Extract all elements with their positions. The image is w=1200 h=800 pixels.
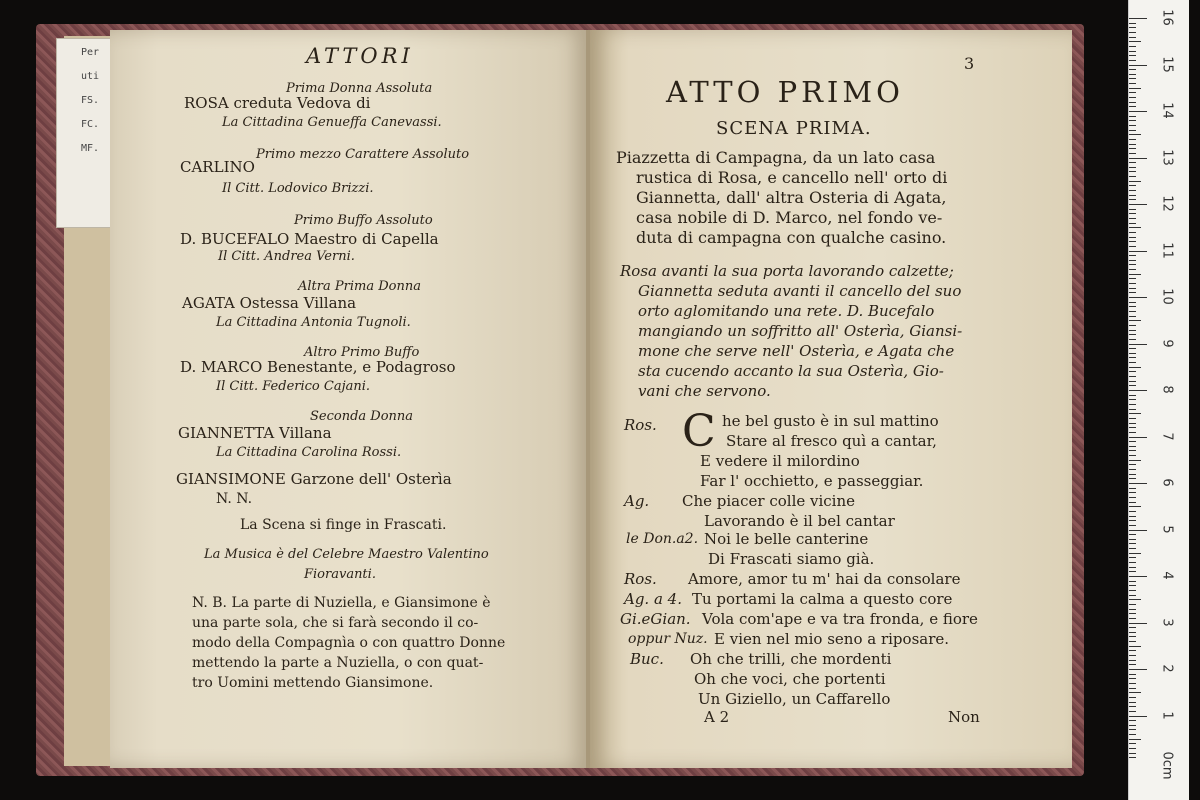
ruler-tick xyxy=(1129,437,1147,438)
music-credit-line: Fioravanti. xyxy=(304,567,376,582)
ruler-label: 3 xyxy=(1159,617,1175,627)
ruler-tick xyxy=(1129,176,1136,177)
ruler-tick xyxy=(1129,478,1136,479)
ruler-tick xyxy=(1129,83,1136,84)
ruler-tick xyxy=(1129,139,1136,140)
dialogue-line: he bel gusto è in sul mattino xyxy=(722,412,939,430)
actor-name: Il Citt. Lodovico Brizzi. xyxy=(222,181,374,196)
ruler-tick xyxy=(1129,399,1136,400)
ruler-tick xyxy=(1129,511,1136,512)
dialogue-line: Oh che voci, che portenti xyxy=(694,670,886,688)
ruler-tick xyxy=(1129,199,1136,200)
ruler-tick xyxy=(1129,423,1136,424)
speaker: le Don.a2. xyxy=(626,531,699,547)
scene-location: La Scena si finge in Frascati. xyxy=(240,517,447,533)
dialogue-line: Lavorando è il bel cantar xyxy=(704,512,895,530)
ruler-tick xyxy=(1129,316,1136,317)
scene-title: SCENA PRIMA. xyxy=(716,118,872,139)
ruler-tick xyxy=(1129,539,1136,540)
ruler-tick xyxy=(1129,725,1136,726)
ruler-tick xyxy=(1129,260,1136,261)
note-line: tro Uomini mettendo Giansimone. xyxy=(192,675,434,691)
ruler-tick xyxy=(1129,32,1136,33)
label-line: MF. xyxy=(81,143,100,154)
ruler-tick xyxy=(1129,553,1141,554)
ruler-label: 5 xyxy=(1159,524,1175,534)
ruler-tick xyxy=(1129,181,1141,182)
setting-line: Giannetta, dall' altra Osteria di Agata, xyxy=(636,188,947,207)
dialogue-line: Far l' occhietto, e passeggiar. xyxy=(700,472,924,490)
ruler-label: 14 xyxy=(1159,102,1175,119)
label-line: FC. xyxy=(81,119,100,130)
ruler-tick xyxy=(1129,604,1136,605)
character-name: D. MARCO Benestante, e Podagroso xyxy=(180,358,456,376)
actor-name: La Cittadina Antonia Tugnoli. xyxy=(216,315,411,330)
ruler-tick xyxy=(1129,251,1147,252)
stage-direction-line: mangiando un soffritto all' Osterìa, Giansi- xyxy=(638,322,963,340)
role-label: Altro Primo Buffo xyxy=(304,345,420,360)
ruler-tick xyxy=(1129,464,1136,465)
ruler-tick xyxy=(1129,525,1136,526)
ruler-tick xyxy=(1129,530,1147,531)
ruler-tick xyxy=(1129,362,1136,363)
ruler-tick xyxy=(1129,595,1136,596)
drop-cap: C xyxy=(682,406,716,457)
ruler-tick xyxy=(1129,78,1136,79)
ruler-tick xyxy=(1129,102,1136,103)
ruler-tick xyxy=(1129,492,1136,493)
character-name: GIANNETTA Villana xyxy=(178,424,332,442)
ruler-tick xyxy=(1129,650,1136,651)
speaker: Ros. xyxy=(624,416,657,434)
ruler-tick xyxy=(1129,432,1136,433)
ruler-tick xyxy=(1129,88,1141,89)
ruler-tick xyxy=(1129,623,1147,624)
ruler-tick xyxy=(1129,716,1147,717)
ruler-tick xyxy=(1129,357,1136,358)
ruler-tick xyxy=(1129,288,1136,289)
ruler-tick xyxy=(1129,729,1136,730)
stage-direction-line: mone che serve nell' Osterìa, e Agata che xyxy=(638,342,955,360)
ruler-tick xyxy=(1129,641,1136,642)
ruler-tick xyxy=(1129,497,1136,498)
ruler-tick xyxy=(1129,460,1141,461)
ruler-tick xyxy=(1129,120,1136,121)
ruler-tick xyxy=(1129,223,1136,224)
ruler-tick xyxy=(1129,669,1147,670)
speaker: Ag. xyxy=(624,492,650,510)
ruler-tick xyxy=(1129,353,1136,354)
ruler-tick xyxy=(1129,37,1136,38)
ruler-tick xyxy=(1129,18,1147,19)
ruler-tick xyxy=(1129,55,1136,56)
ruler-tick xyxy=(1129,609,1136,610)
ruler-tick xyxy=(1129,302,1136,303)
ruler-label: 2 xyxy=(1159,664,1175,673)
ruler-tick xyxy=(1129,241,1136,242)
ruler-label: 0cm xyxy=(1159,751,1175,780)
ruler-tick xyxy=(1129,655,1136,656)
role-label: Primo mezzo Carattere Assoluto xyxy=(256,147,470,162)
ruler-tick xyxy=(1129,743,1136,744)
ruler-tick xyxy=(1129,204,1147,205)
ruler-tick xyxy=(1129,283,1136,284)
measurement-ruler xyxy=(1128,0,1189,800)
ruler-tick xyxy=(1129,409,1136,410)
ruler-tick xyxy=(1129,69,1136,70)
role-label: Seconda Donna xyxy=(310,409,414,424)
ruler-tick xyxy=(1129,548,1136,549)
dialogue-line: Stare al fresco quì a cantar, xyxy=(726,432,937,450)
ruler-label: 15 xyxy=(1159,55,1175,73)
ruler-tick xyxy=(1129,702,1136,703)
ruler-tick xyxy=(1129,237,1136,238)
ruler-tick xyxy=(1129,195,1136,196)
ruler-tick xyxy=(1129,427,1136,428)
ruler-tick xyxy=(1129,371,1136,372)
ruler-tick xyxy=(1129,390,1147,391)
ruler-tick xyxy=(1129,246,1136,247)
ruler-tick xyxy=(1129,269,1136,270)
ruler-tick xyxy=(1129,153,1136,154)
character-name: AGATA Ostessa Villana xyxy=(182,294,357,312)
ruler-tick xyxy=(1129,581,1136,582)
ruler-label: 12 xyxy=(1159,195,1175,212)
ruler-tick xyxy=(1129,613,1136,614)
actor-name: N. N. xyxy=(216,491,253,507)
speaker: oppur Nuz. xyxy=(628,631,708,647)
ruler-tick xyxy=(1129,585,1136,586)
catchword: Non xyxy=(948,708,980,726)
ruler-tick xyxy=(1129,720,1136,721)
music-credit-line: La Musica è del Celebre Maestro Valentino xyxy=(204,547,489,562)
ruler-tick xyxy=(1129,520,1136,521)
left-page xyxy=(110,30,588,768)
ruler-tick xyxy=(1129,130,1136,131)
ruler-tick xyxy=(1129,227,1141,228)
ruler-tick xyxy=(1129,344,1147,345)
setting-line: duta di campagna con qualche casino. xyxy=(636,228,947,247)
ruler-tick xyxy=(1129,97,1136,98)
ruler-tick xyxy=(1129,60,1136,61)
ruler-tick xyxy=(1129,683,1136,684)
ruler-label: 11 xyxy=(1159,241,1175,259)
ruler-tick xyxy=(1129,171,1136,172)
label-line: Per xyxy=(81,47,100,58)
library-label-slip xyxy=(56,38,116,228)
ruler-tick xyxy=(1129,116,1136,117)
ruler-tick xyxy=(1129,320,1141,321)
ruler-tick xyxy=(1129,632,1136,633)
ruler-label: 16 xyxy=(1159,9,1175,26)
ruler-tick xyxy=(1129,534,1136,535)
ruler-tick xyxy=(1129,660,1136,661)
role-label: Altra Prima Donna xyxy=(298,279,421,294)
ruler-tick xyxy=(1129,590,1136,591)
ruler-tick xyxy=(1129,339,1136,340)
ruler-tick xyxy=(1129,144,1136,145)
ruler-tick xyxy=(1129,125,1136,126)
ruler-label: 6 xyxy=(1159,478,1175,487)
ruler-tick xyxy=(1129,376,1136,377)
right-page xyxy=(590,30,1072,768)
ruler-tick xyxy=(1129,311,1136,312)
ruler-label: 1 xyxy=(1159,710,1175,720)
note-line: una parte sola, che si farà secondo il co- xyxy=(192,615,479,631)
ruler-tick xyxy=(1129,446,1136,447)
ruler-tick xyxy=(1129,111,1147,112)
ruler-tick xyxy=(1129,502,1136,503)
ruler-tick xyxy=(1129,636,1136,637)
ruler-tick xyxy=(1129,618,1136,619)
ruler-tick xyxy=(1129,567,1136,568)
ruler-tick xyxy=(1129,92,1136,93)
ruler-tick xyxy=(1129,441,1136,442)
ruler-tick xyxy=(1129,381,1136,382)
ruler-tick xyxy=(1129,134,1141,135)
ruler-tick xyxy=(1129,185,1136,186)
ruler-tick xyxy=(1129,65,1147,66)
ruler-tick xyxy=(1129,557,1136,558)
dialogue-line: Un Giziello, un Caffarello xyxy=(698,690,891,708)
ruler-tick xyxy=(1129,562,1136,563)
label-line: uti xyxy=(81,71,100,82)
ruler-tick xyxy=(1129,483,1147,484)
ruler-tick xyxy=(1129,209,1136,210)
act-title: ATTO PRIMO xyxy=(666,75,904,109)
character-name: D. BUCEFALO Maestro di Capella xyxy=(180,230,439,248)
ruler-tick xyxy=(1129,306,1136,307)
ruler-tick xyxy=(1129,664,1136,665)
ruler-tick xyxy=(1129,450,1136,451)
ruler-tick xyxy=(1129,27,1136,28)
ruler-tick xyxy=(1129,488,1136,489)
ruler-tick xyxy=(1129,232,1136,233)
note-line: modo della Compagnìa o con quattro Donne xyxy=(192,635,506,651)
ruler-tick xyxy=(1129,334,1136,335)
actor-name: La Cittadina Carolina Rossi. xyxy=(216,445,402,460)
ruler-tick xyxy=(1129,213,1136,214)
setting-line: rustica di Rosa, e cancello nell' orto di xyxy=(636,168,948,187)
actor-name: Il Citt. Federico Cajani. xyxy=(216,379,371,394)
speaker: Gi.eGian. xyxy=(620,610,691,628)
page-number: 3 xyxy=(964,54,975,73)
ruler-tick xyxy=(1129,264,1136,265)
stage-direction-line: sta cucendo accanto la sua Osterìa, Gio- xyxy=(638,362,944,380)
ruler-tick xyxy=(1129,23,1136,24)
ruler-tick xyxy=(1129,697,1136,698)
ruler-tick xyxy=(1129,158,1147,159)
ruler-tick xyxy=(1129,418,1136,419)
dialogue-line: E vien nel mio seno a riposare. xyxy=(714,630,950,648)
role-label: Primo Buffo Assoluto xyxy=(294,213,433,228)
character-name: GIANSIMONE Garzone dell' Osterìa xyxy=(176,470,452,488)
dialogue-line: Di Frascati siamo già. xyxy=(708,550,875,568)
ruler-tick xyxy=(1129,706,1136,707)
ruler-tick xyxy=(1129,748,1136,749)
speaker: Buc. xyxy=(630,650,664,668)
ruler-tick xyxy=(1129,576,1147,577)
ruler-tick xyxy=(1129,674,1136,675)
dialogue-line: Che piacer colle vicine xyxy=(682,492,856,510)
ruler-label: 8 xyxy=(1159,385,1175,394)
speaker: Ros. xyxy=(624,570,657,588)
ruler-tick xyxy=(1129,367,1141,368)
ruler-tick xyxy=(1129,348,1136,349)
label-line: FS. xyxy=(81,95,100,106)
actor-name: Il Citt. Andrea Verni. xyxy=(218,249,355,264)
character-name: CARLINO xyxy=(180,158,255,176)
ruler-tick xyxy=(1129,404,1136,405)
ruler-tick xyxy=(1129,292,1136,293)
setting-line: Piazzetta di Campagna, da un lato casa xyxy=(616,148,936,167)
ruler-label: 10 xyxy=(1159,288,1175,305)
ruler-tick xyxy=(1129,688,1136,689)
signature-mark: A 2 xyxy=(704,708,730,726)
ruler-tick xyxy=(1129,469,1136,470)
dialogue-line: Oh che trilli, che mordenti xyxy=(690,650,892,668)
ruler-tick xyxy=(1129,255,1136,256)
ruler-tick xyxy=(1129,218,1136,219)
actor-name: La Cittadina Genueffa Canevassi. xyxy=(222,115,442,130)
ruler-label: 7 xyxy=(1159,431,1175,441)
dialogue-line: Tu portami la calma a questo core xyxy=(692,590,953,608)
ruler-tick xyxy=(1129,516,1136,517)
ruler-tick xyxy=(1129,571,1136,572)
page-heading: ATTORI xyxy=(306,44,414,68)
ruler-tick xyxy=(1129,297,1147,298)
speaker: Ag. a 4. xyxy=(624,590,682,608)
dialogue-line: Noi le belle canterine xyxy=(704,530,869,548)
ruler-tick xyxy=(1129,385,1136,386)
ruler-tick xyxy=(1129,74,1136,75)
ruler-tick xyxy=(1129,757,1136,758)
ruler-tick xyxy=(1129,148,1136,149)
stage-direction-line: orto aglomitando una rete. D. Bucefalo xyxy=(638,302,935,320)
ruler-tick xyxy=(1129,543,1136,544)
stage-direction-line: Rosa avanti la sua porta lavorando calzette; xyxy=(620,262,954,280)
dialogue-line: Vola com'ape e va tra fronda, e fiore xyxy=(702,610,978,628)
ruler-label: 13 xyxy=(1159,148,1175,166)
ruler-tick xyxy=(1129,711,1136,712)
ruler-tick xyxy=(1129,692,1141,693)
ruler-tick xyxy=(1129,46,1136,47)
ruler-tick xyxy=(1129,734,1136,735)
ruler-tick xyxy=(1129,474,1136,475)
ruler-tick xyxy=(1129,41,1141,42)
ruler-tick xyxy=(1129,739,1141,740)
role-label: Prima Donna Assoluta xyxy=(286,81,433,96)
stage-direction-line: vani che servono. xyxy=(638,382,771,400)
dialogue-line: E vedere il milordino xyxy=(700,452,860,470)
ruler-tick xyxy=(1129,190,1136,191)
ruler-tick xyxy=(1129,646,1141,647)
ruler-tick xyxy=(1129,627,1136,628)
ruler-tick xyxy=(1129,395,1136,396)
setting-line: casa nobile di D. Marco, nel fondo ve- xyxy=(636,208,943,227)
ruler-tick xyxy=(1129,278,1136,279)
ruler-tick xyxy=(1129,506,1141,507)
ruler-tick xyxy=(1129,162,1136,163)
ruler-tick xyxy=(1129,678,1136,679)
ruler-tick xyxy=(1129,599,1141,600)
note-line: N. B. La parte di Nuziella, e Giansimone è xyxy=(192,595,491,611)
ruler-tick xyxy=(1129,413,1141,414)
ruler-label: 9 xyxy=(1159,338,1175,348)
note-line: mettendo la parte a Nuziella, o con quat- xyxy=(192,655,484,671)
ruler-tick xyxy=(1129,455,1136,456)
stage-direction-line: Giannetta seduta avanti il cancello del suo xyxy=(638,282,962,300)
ruler-tick xyxy=(1129,274,1141,275)
ruler-tick xyxy=(1129,325,1136,326)
ruler-tick xyxy=(1129,330,1136,331)
ruler-tick xyxy=(1129,51,1136,52)
dialogue-line: Amore, amor tu m' hai da consolare xyxy=(688,570,961,588)
ruler-tick xyxy=(1129,753,1136,754)
ruler-tick xyxy=(1129,167,1136,168)
character-name: ROSA creduta Vedova di xyxy=(184,94,371,112)
ruler-tick xyxy=(1129,106,1136,107)
ruler-label: 4 xyxy=(1159,571,1175,580)
